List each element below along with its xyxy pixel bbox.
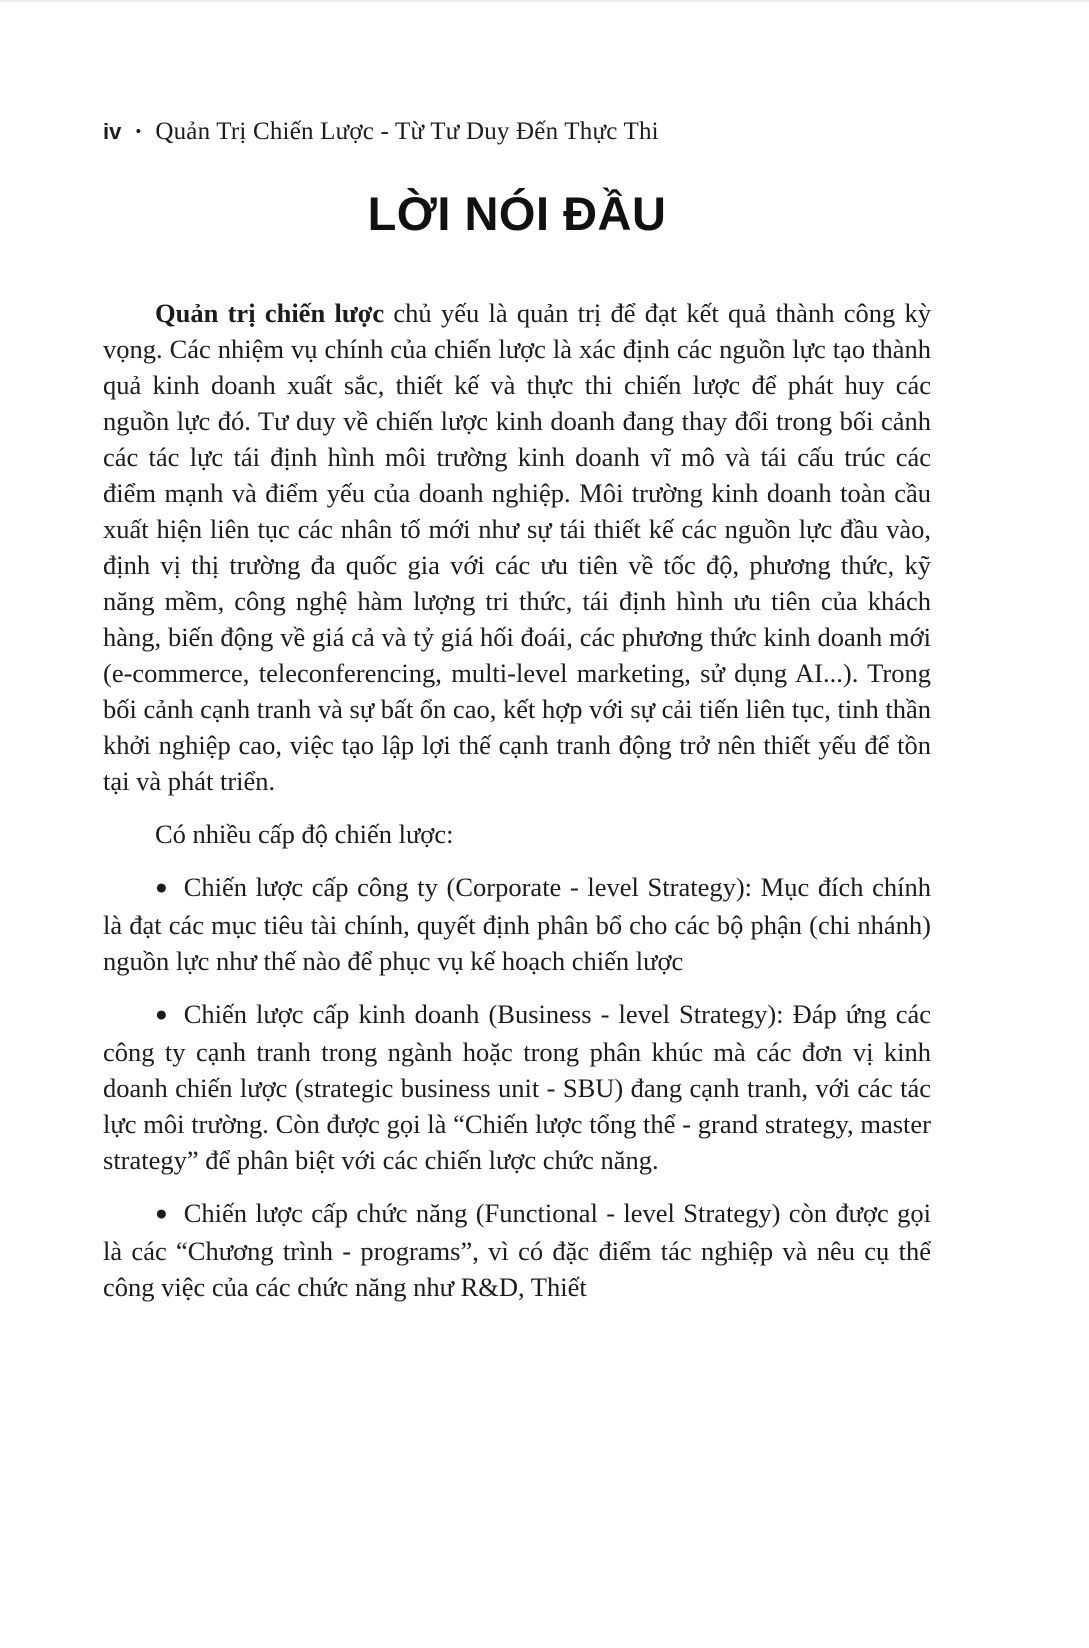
chapter-title: LỜI NÓI ĐẦU (367, 187, 667, 240)
bullet-icon: ● (155, 875, 168, 899)
page-header (103, 118, 931, 146)
intro-lead-bold: Quản trị chiến lược (155, 298, 385, 328)
bullet-icon: ● (155, 1002, 168, 1026)
page-number: iv (103, 119, 122, 144)
bullet-item-business-strategy (103, 996, 931, 1178)
intro-paragraph-text: chủ yếu là quản trị để đạt kết quả thành công kỳ vọng. Các nhiệm vụ chính của chiến lược là xác định các nguồn lực tạo thành quả kinh doanh xuất sắc, thiết kế và thực thi chiến lược để phát huy các nguồn lực đó. Tư duy về chiến lược kinh doanh đang thay đổi trong bối cảnh các tác lực tái định hình môi trường kinh doanh vĩ mô và tái cấu trúc các điểm mạnh và điểm yếu của doanh nghiệp. Môi trường kinh doanh toàn cầu xuất hiện liên tục các nhân tố mới như sự tái thiết kế các nguồn lực đầu vào, định vị thị trường đa quốc gia với các ưu tiên về tốc độ, phương thức, kỹ năng mềm, công nghệ hàm lượng tri thức, tái định hình ưu tiên của khách hàng, biến động về giá cả và tỷ giá hối đoái, các phương thức kinh doanh mới (e-commerce, teleconferencing, multi-level marketing, sử dụng AI...). Trong bối cảnh cạnh tranh và sự bất ổn cao, kết hợp với sự cải tiến liên tục, tinh thần khởi nghiệp cao, việc tạo lập lợi thế cạnh tranh động trở nên thiết yếu để tồn tại và phát triển. (103, 298, 931, 796)
levels-heading-paragraph: Có nhiều cấp độ chiến lược: (155, 819, 454, 849)
bullet-item-corporate-strategy (103, 869, 931, 979)
intro-paragraph (103, 295, 931, 799)
header-separator-dot: • (135, 122, 142, 141)
bullet-icon: ● (155, 1201, 168, 1225)
bullet-text: Chiến lược cấp công ty (Corporate - level Strategy): Mục đích chính là đạt các mục tiêu tài chính, quyết định phân bổ cho các bộ phận (chi nhánh) nguồn lực như thế nào để phục vụ kế hoạch chiến lược (103, 872, 931, 976)
bullet-item-functional-strategy (103, 1195, 931, 1305)
running-title: Quản Trị Chiến Lược - Từ Tư Duy Đến Thực Thi (155, 118, 659, 145)
bullet-text: Chiến lược cấp kinh doanh (Business - level Strategy): Đáp ứng các công ty cạnh tranh trong ngành hoặc trong phân khúc mà các đơn vị kinh doanh chiến lược (strategic business unit - SBU) đang cạnh tranh, với các tác lực môi trường. Còn được gọi là “Chiến lược tổng thể - grand strategy, master strategy” để phân biệt với các chiến lược chức năng. (103, 999, 931, 1175)
bullet-text: Chiến lược cấp chức năng (Functional - level Strategy) còn được gọi là các “Chương trình - programs”, vì có đặc điểm tác nghiệp và nêu cụ thể công việc của các chức năng như R&D, Thiết (103, 1198, 931, 1302)
